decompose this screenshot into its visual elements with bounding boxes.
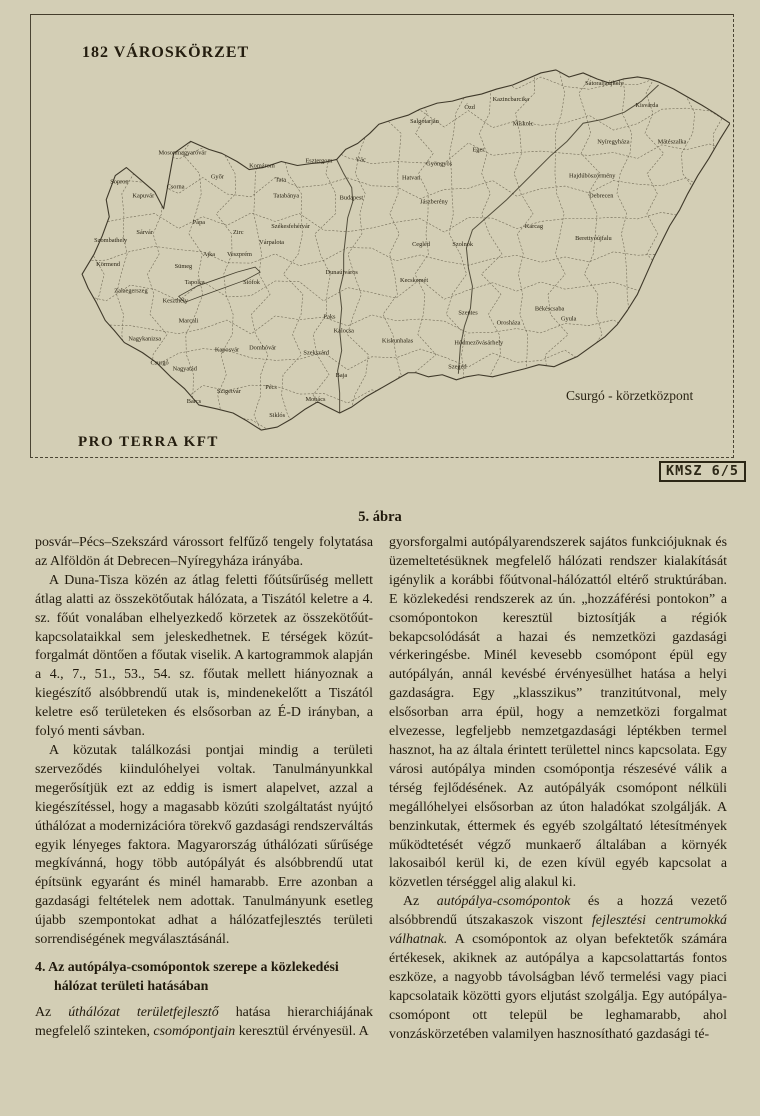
map-town-label: Győr bbox=[210, 173, 224, 181]
map-town-label: Pécs bbox=[265, 383, 277, 391]
figure-title: 182 VÁROSKÖRZET bbox=[82, 44, 250, 61]
map-town-label: Zirc bbox=[233, 228, 244, 236]
map-town-label: Tapolca bbox=[184, 279, 205, 287]
paragraph: Az úthálózat területfejlesztő hatása hierarchiájának megfelelő szinteken, csomópontjain keresztül érvényesül. A bbox=[35, 1004, 374, 1039]
map-town-label: Gyula bbox=[560, 315, 577, 323]
paragraph: A közutak találkozási pontjai mindig a területi szerveződés kiindulóhelyei voltak. Tanulmányunkkal megerősítjük ezt az eddig is ismert alapelvet, azzal a kiegészítéssel, hogy a magasabb közúti szolgáltatást nyújtó úthálózat a modernizációra törekvő gazdasági rendszerváltás egyik lényeges faktora. Magyarország úthálózati sűrűsége megkívánná, hogy több autópályát és alsóbbrendű utat építsünk egyaránt és minél hamarabb. Erre azonban a gazdasági feltételek nem adottak. Tanulmányunk esetleg újabb szempontokat adhat a hálózatfejlesztés területi sorrendiségének megválasztásánál. bbox=[35, 742, 373, 948]
map-town-label: Veszprém bbox=[226, 251, 252, 259]
map-town-label: Kisvárda bbox=[635, 102, 659, 110]
section-heading: 4. Az autópálya-csomópontok szerepe a közlekedési hálózat területi hatásában bbox=[35, 959, 339, 994]
column-right bbox=[389, 534, 727, 1044]
map-town-label: Pápa bbox=[192, 218, 206, 226]
map-town-label: Tata bbox=[275, 176, 287, 184]
stamp-box bbox=[659, 461, 746, 482]
paragraph: A Duna-Tisza közén az átlag feletti főútsűrűség mellett átlag alatti az összekötőutak hálózata, a Tiszától keletre a 4. sz. főút vonalában elhelyezkedő körzetek az összekötőút-kapcsolataikkal sem jeleskedhetnek. E térségek közút-forgalmát döntően a főutak viselik. A kartogrammok alapján a 4., 7., 51., 53., 54. sz. főutak mellett hiányoznak a kiegészítő alsóbbrendű utak is, mindenekelőtt a Tiszától keletre eső területeken és elsősorban az É-D irányban, a folyó menti sávban. bbox=[35, 572, 373, 740]
map-town-label: Komárom bbox=[249, 162, 275, 170]
map-town-label: Esztergom bbox=[305, 157, 333, 165]
map-town-label: Mohács bbox=[305, 395, 326, 403]
district-mesh bbox=[66, 57, 730, 438]
map-town-label: Kaposvár bbox=[214, 346, 240, 354]
map-town-label: Baja bbox=[335, 371, 348, 379]
map-town-label: Szentes bbox=[458, 309, 478, 317]
map-town-label: Kiskunhalas bbox=[381, 337, 414, 345]
map-town-label: Szolnok bbox=[452, 240, 474, 248]
map-town-label: Budapest bbox=[339, 194, 364, 202]
map-town-label: Karcag bbox=[524, 222, 544, 230]
map-town-label: Debrecen bbox=[589, 192, 614, 200]
map-town-label: Csurgó bbox=[150, 359, 169, 367]
district-boundary bbox=[645, 57, 665, 435]
map-town-label: Kecskemét bbox=[400, 277, 429, 285]
map-town-label: Kazincbarcika bbox=[492, 96, 530, 104]
paragraph-continuation: posvár–Pécs–Szekszárd várossort felfűző tengely folytatása az Alföldön át Debrecen–Nyíregyháza irányába. bbox=[35, 535, 373, 569]
map-town-label: Siklós bbox=[269, 412, 286, 420]
map-town-label: Sárvár bbox=[136, 228, 153, 236]
district-boundary bbox=[682, 57, 701, 435]
map-town-label: Orosháza bbox=[496, 319, 521, 327]
map-town-label: Hódmezővásárhely bbox=[454, 339, 504, 347]
map-town-label: Nagyatád bbox=[172, 365, 197, 373]
map-town-label: Zalaegerszeg bbox=[114, 287, 148, 295]
map-town-label: Eger bbox=[472, 146, 485, 154]
district-boundary bbox=[579, 57, 602, 435]
map-town-label: Dunaújváros bbox=[325, 269, 358, 277]
map-town-label: Kalocsa bbox=[333, 327, 355, 335]
stamp-label: KMSZ 6/5 bbox=[666, 463, 740, 479]
map-town-label: Nyíregyháza bbox=[597, 138, 630, 146]
map-town-label: Salgótarján bbox=[410, 118, 439, 126]
map-town-label: Körmend bbox=[96, 261, 121, 269]
legend-note: Csurgó - körzetközpont bbox=[566, 388, 694, 403]
district-boundary bbox=[66, 246, 730, 265]
map-town-label: Nagykanizsa bbox=[128, 335, 162, 343]
map-town-label: Jászberény bbox=[420, 198, 448, 206]
map-town-label: Szeged bbox=[448, 363, 467, 371]
map-town-label: Sümeg bbox=[174, 263, 193, 271]
map-town-label: Békéscsaba bbox=[534, 305, 565, 313]
district-boundary bbox=[82, 57, 104, 435]
district-boundary bbox=[313, 57, 336, 435]
map-town-label: Székesfehérvár bbox=[271, 222, 310, 230]
map-town-label: Sopron bbox=[110, 178, 129, 186]
map-town-label: Vác bbox=[355, 156, 366, 164]
map-town-label: Barcs bbox=[186, 397, 202, 405]
map-town-label: Mosonmagyaróvár bbox=[158, 149, 207, 157]
map-town-label: Ajka bbox=[202, 251, 216, 259]
map-town-label: Ózd bbox=[464, 104, 475, 112]
district-boundary bbox=[147, 57, 169, 435]
column-left bbox=[35, 534, 373, 1044]
figure-caption: 5. ábra bbox=[358, 509, 402, 525]
map-town-label: Tatabánya bbox=[273, 192, 300, 200]
river-tisza bbox=[458, 85, 658, 374]
map-town-label: Szekszárd bbox=[303, 349, 330, 357]
map-town-label: Sátoraljaújhely bbox=[585, 80, 624, 88]
map-town-label: Várpalota bbox=[259, 238, 285, 246]
map-town-label: Hatvan bbox=[402, 174, 421, 182]
map-credit: PRO TERRA KFT bbox=[78, 434, 219, 450]
map-town-label: Paks bbox=[323, 313, 336, 321]
map-town-label: Cegléd bbox=[412, 240, 431, 248]
district-boundary bbox=[114, 57, 137, 435]
map-town-label: Marcali bbox=[178, 317, 199, 325]
map-town-label: Dombóvár bbox=[249, 344, 277, 352]
district-boundary bbox=[66, 212, 730, 232]
map-town-label: Szombathely bbox=[94, 236, 128, 244]
district-boundary bbox=[613, 57, 633, 435]
map-outline bbox=[82, 70, 730, 430]
hungary-district-map bbox=[66, 56, 730, 440]
district-boundary bbox=[66, 108, 730, 130]
district-boundary bbox=[210, 57, 236, 435]
district-boundary bbox=[545, 57, 568, 435]
article-body bbox=[35, 534, 727, 1044]
map-town-label: Miskolc bbox=[512, 120, 534, 128]
map-town-label: Gyöngyös bbox=[426, 160, 453, 168]
map-town-label: Keszthely bbox=[162, 297, 188, 305]
map-town-label: Kapuvár bbox=[132, 192, 155, 200]
map-town-label: Mátészalka bbox=[657, 138, 687, 146]
district-boundary bbox=[282, 57, 303, 435]
paragraph-continuation: gyorsforgalmi autópályarendszerek sajátos funkciójuknak és üzemeltetésüknek megfelelő hálózati rendszer kialakítását igénylik a korábbi főútvonal-hálózattól eltérő struktúrában. E közlekedési rendszerek az ún. „hozzáférési pontokon” a csomópontokon keresztül biztosítják a régiók bekapcsolódását a hazai és nemzetközi gazdasági vérkeringésbe. Minél kevesebb csomópont épül egy autópályán, annál kevésbé érvényesülhet hatása a helyi gazdaságra. Egy „klasszikus” tranzitútvonal, mely elsősorban arra épül, hogy a nemzetközi forgalmat elvezesse, legfeljebb nemzetgazdasági léptékben termel hasznot, ha az általa érintett területtel nincs kapcsolata. Egy városi autópálya minden csomópontja részesévé válik a térség fejlődésének. Az autópályák csomópont nélküli megállóhelyei elsősorban az úton haladókat szolgálják. A benzinkutak, éttermek és egyéb szolgáltató létesítmények működtetését végző munkaerő általában a környék lakosaiból kerül ki, de ezen kívül egyéb kapcsolat a közvetlen térséggel alig alakul ki. bbox=[389, 535, 727, 891]
map-town-label: Csorna bbox=[166, 183, 185, 191]
map-town-label: Siófok bbox=[243, 279, 260, 287]
map-town-label: Hajdúböszörmény bbox=[569, 172, 616, 180]
district-boundary bbox=[347, 57, 368, 435]
district-boundary bbox=[66, 314, 730, 334]
district-boundary bbox=[514, 57, 536, 435]
map-town-label: Szigetvár bbox=[216, 387, 241, 395]
district-boundary bbox=[479, 57, 502, 435]
district-boundary bbox=[182, 57, 206, 435]
map-town-label: Berettyóújfalu bbox=[575, 234, 612, 242]
paragraph: Az autópálya-csomópontok és a hozzá vezető alsóbbrendű útszakaszok viszont fejlesztési centrumokká válhatnak. A csomópontok az olyan befektetők számára értékesek, akiknek az autópálya a kapcsolattartás fontos eszköze, a nagyobb távolságban lévő termelési vagy piaci kapcsolataik közötti gyors eljutást szolgálja. Egy autópálya-csomópont ott települ be leghamarabb, ahol vonzáskörzetében valamilyen hasznosítható gazdasági té- bbox=[389, 894, 728, 1042]
